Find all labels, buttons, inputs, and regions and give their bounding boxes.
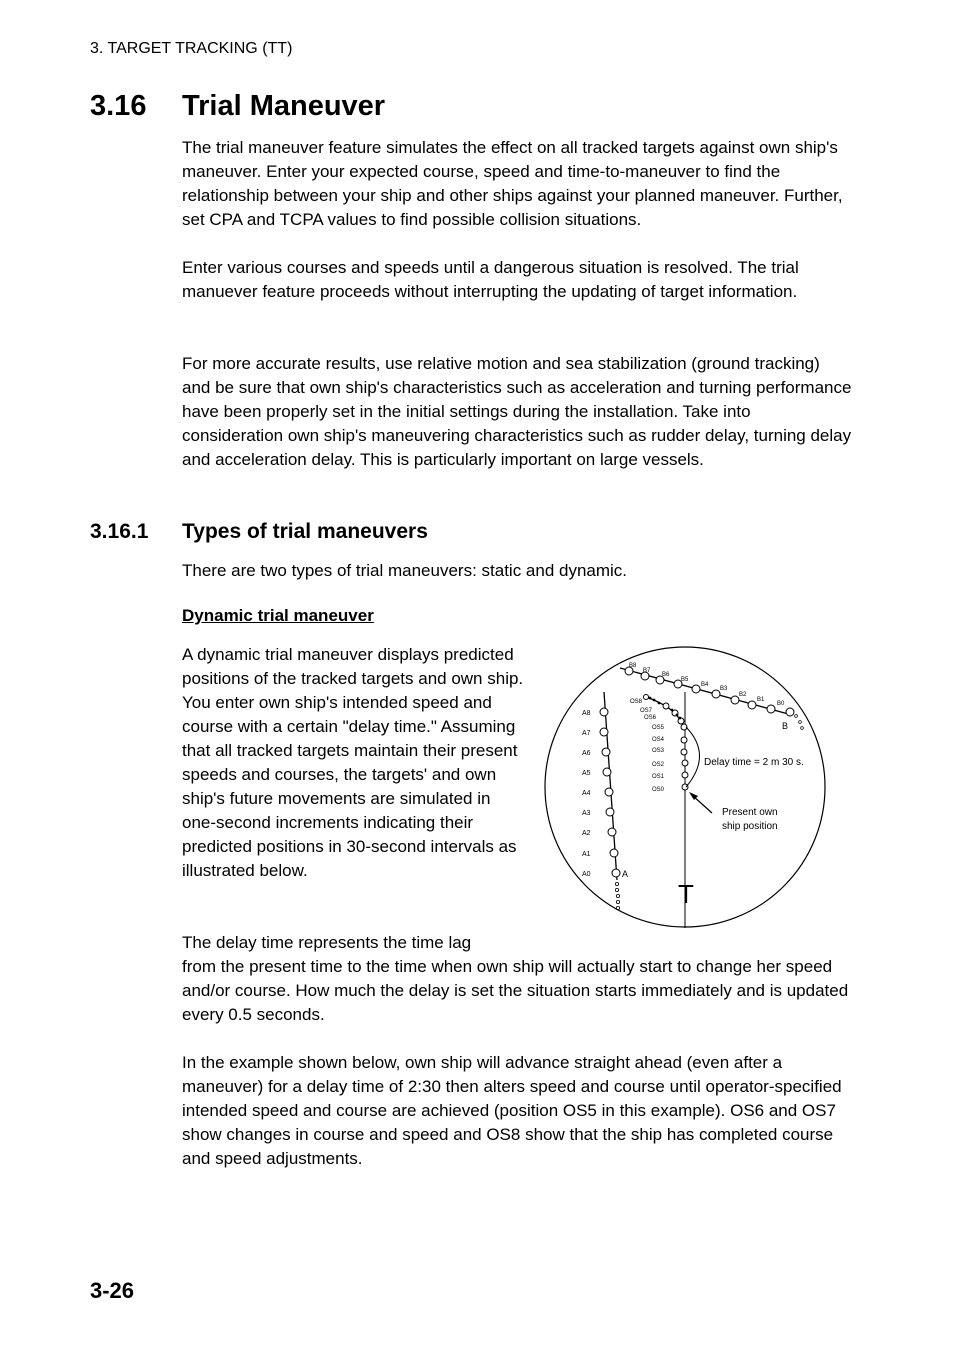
track-a-label: A5 bbox=[582, 770, 591, 777]
track-b-label: B7 bbox=[643, 668, 651, 674]
track-a-marker bbox=[612, 869, 620, 877]
track-a-label: A0 bbox=[582, 871, 591, 878]
trial-maneuver-diagram bbox=[540, 640, 830, 932]
own-ship-label: OS5 bbox=[652, 725, 665, 731]
track-a-label: A6 bbox=[582, 750, 591, 757]
track-b-marker bbox=[692, 685, 700, 693]
intro-paragraph-1: The trial maneuver feature simulates the effect on all tracked targets against own ship's maneuver. Enter your expected course, speed and time-to-maneuver to find the relationship between your ship and other ships against your planned maneuver. Further, set CPA and TCPA values to find possible collision situations. bbox=[182, 138, 843, 229]
track-a-labels bbox=[582, 710, 591, 878]
track-a-label: A2 bbox=[582, 830, 591, 837]
track-a-marker bbox=[606, 808, 614, 816]
subsection-number: 3.16.1 bbox=[90, 520, 149, 543]
subsection-heading bbox=[90, 520, 428, 544]
track-b-trail-dot bbox=[795, 715, 798, 718]
track-b-label: B0 bbox=[777, 701, 785, 707]
own-ship-marker bbox=[644, 695, 649, 700]
track-b-marker bbox=[731, 696, 739, 704]
track-b-label: B4 bbox=[701, 682, 709, 688]
track-a-markers bbox=[600, 708, 620, 877]
dynamic-paragraph-1: A dynamic trial maneuver displays predicted positions of the tracked targets and own ship. You enter own ship's intended speed and course with a certain "delay time." Assuming that all tracked targets maintain their present speeds and courses, the targets' and own ship's future movements are simulated in one-second increments indicating their predicted positions in 30-second intervals as illustrated below. bbox=[182, 645, 524, 880]
dynamic-paragraph-3: In the example shown below, own ship will advance straight ahead (even after a maneuver) for a delay time of 2:30 then alters speed and course until operator-specified intended speed and course are achieved (position OS5 in this example). OS6 and OS7 show changes in course and speed and OS8 show that the ship has completed course and speed adjustments. bbox=[182, 1053, 842, 1168]
own-ship-marker bbox=[682, 760, 688, 766]
track-a-marker bbox=[608, 828, 616, 836]
track-a-name: A bbox=[622, 869, 629, 879]
track-b-marker bbox=[712, 690, 720, 698]
intro-paragraph-2: Enter various courses and speeds until a dangerous situation is resolved. The trial manuever feature proceeds without interrupting the updating of target information. bbox=[182, 258, 799, 301]
own-ship-label: OS6 bbox=[644, 715, 657, 721]
track-a-label: A1 bbox=[582, 851, 591, 858]
own-ship-trail-dot bbox=[653, 699, 656, 702]
subsection-intro: There are two types of trial maneuvers: static and dynamic. bbox=[182, 561, 628, 580]
own-ship-label: OS1 bbox=[652, 774, 665, 780]
track-a-label: A7 bbox=[582, 730, 591, 737]
own-ship-trail-dot bbox=[671, 709, 674, 712]
track-b-label: B1 bbox=[757, 697, 765, 703]
subsection-title: Types of trial maneuvers bbox=[182, 520, 428, 543]
dynamic-paragraph-2: from the present time to the time when own ship will actually start to change her speed and/or course. How much the delay is set the situation starts immediately and is updated every 0.5 seconds. bbox=[182, 957, 849, 1024]
own-ship-label: OS7 bbox=[640, 708, 653, 714]
track-b-trail-dot bbox=[801, 727, 804, 730]
running-header: 3. TARGET TRACKING (TT) bbox=[90, 40, 293, 57]
track-a-label: A8 bbox=[582, 710, 591, 717]
own-ship-marker bbox=[681, 737, 687, 743]
track-a-trail-dot bbox=[615, 888, 618, 891]
track-b-trail bbox=[795, 715, 804, 730]
track-a-trail bbox=[615, 882, 619, 909]
track-b-label: B2 bbox=[739, 692, 747, 698]
track-b-name: B bbox=[782, 721, 789, 731]
track-b-label: B8 bbox=[629, 663, 637, 669]
track-a-label: A3 bbox=[582, 810, 591, 817]
page-number: 3-26 bbox=[90, 1278, 135, 1303]
section-heading bbox=[90, 90, 385, 123]
track-a-trail-dot bbox=[615, 882, 618, 885]
track-a-marker bbox=[600, 728, 608, 736]
own-ship-labels bbox=[630, 699, 665, 793]
own-ship-marker bbox=[681, 749, 687, 755]
track-b-label: B6 bbox=[662, 672, 670, 678]
own-ship-label: OS3 bbox=[652, 748, 665, 754]
intro-paragraph-3: For more accurate results, use relative motion and sea stabilization (ground tracking) and be sure that own ship's characteristics such as acceleration and turning performance have been properly set in the initial settings during the installation. Take into consideration own ship's maneuvering characteristics such as rudder delay, turning delay and acceleration delay. This is particularly important on large vessels. bbox=[182, 354, 852, 469]
own-ship-trail-dot bbox=[676, 714, 679, 717]
track-a-marker bbox=[603, 768, 611, 776]
own-ship-label: OS0 bbox=[652, 787, 665, 793]
track-a-trail-dot bbox=[616, 894, 619, 897]
track-b-trail-dot bbox=[799, 721, 802, 724]
own-ship-label: OS2 bbox=[652, 762, 665, 768]
track-a-marker bbox=[605, 788, 613, 796]
track-a-trail-dot bbox=[616, 900, 619, 903]
track-b-marker bbox=[748, 701, 756, 709]
present-position-label-line1: Present own bbox=[722, 807, 778, 818]
dynamic-paragraph-2-line1: The delay time represents the time lag bbox=[182, 933, 472, 952]
track-b-label: B5 bbox=[681, 677, 689, 683]
track-a-marker bbox=[610, 849, 618, 857]
track-a-marker bbox=[600, 708, 608, 716]
section-number: 3.16 bbox=[90, 90, 147, 122]
present-position-label-line2: ship position bbox=[722, 821, 778, 832]
track-b-label: B3 bbox=[720, 686, 728, 692]
delay-label: Delay time = 2 m 30 s. bbox=[704, 757, 804, 768]
own-ship-label: OS4 bbox=[652, 737, 665, 743]
dynamic-heading: Dynamic trial maneuver bbox=[182, 606, 374, 625]
track-a-label: A4 bbox=[582, 790, 591, 797]
track-a-trail-dot bbox=[616, 906, 619, 909]
track-b-marker bbox=[786, 708, 794, 716]
delay-bracket bbox=[686, 727, 700, 787]
own-ship-trail-dot bbox=[658, 702, 661, 705]
own-ship-trail-dot bbox=[649, 697, 652, 700]
own-ship-trail-dot bbox=[679, 717, 682, 720]
track-b-marker bbox=[767, 705, 775, 713]
section-title: Trial Maneuver bbox=[182, 90, 386, 122]
heading-marker: T bbox=[678, 879, 694, 909]
own-ship-label: OS8 bbox=[630, 699, 643, 705]
own-ship-marker bbox=[663, 703, 669, 709]
own-ship-marker bbox=[682, 772, 688, 778]
track-a-marker bbox=[602, 748, 610, 756]
